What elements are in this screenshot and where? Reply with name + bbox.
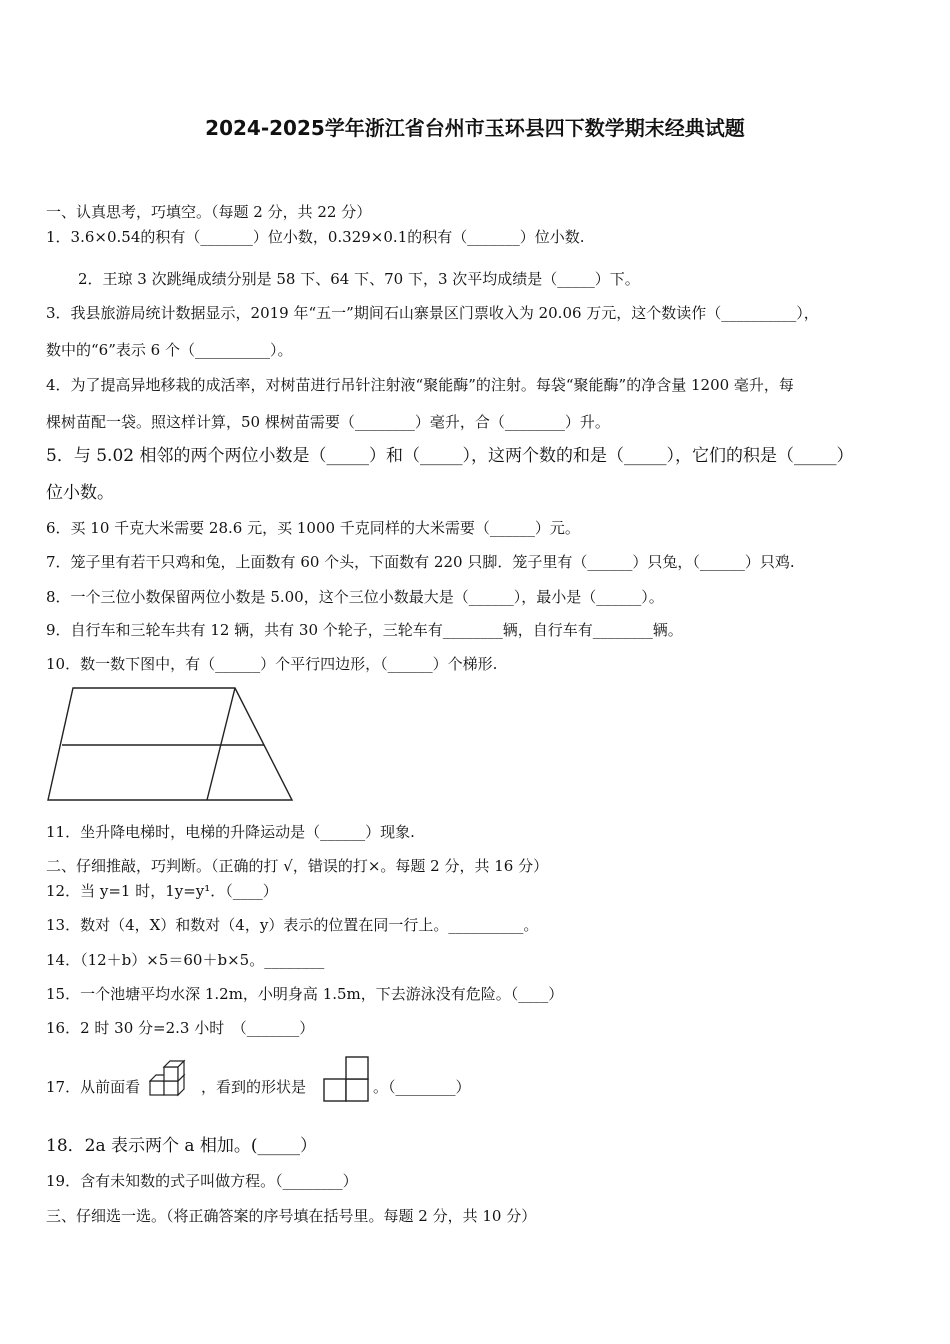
question-15: 15．一个池塘平均水深 1.2m，小明身高 1.5m，下去游泳没有危险。（____） — [46, 985, 564, 1003]
question-16: 16．2 时 30 分=2.3 小时 （_______） — [46, 1019, 315, 1037]
question-5-line-2: 位小数。 — [46, 483, 114, 503]
question-6: 6．买 10 千克大米需要 28.6 元，买 1000 千克同样的大米需要（______）元。 — [46, 519, 580, 537]
question-12: 12．当 y=1 时，1y=y¹．（____） — [46, 882, 278, 900]
section-1-heading: 一、认真思考，巧填空。（每题 2 分，共 22 分） — [46, 203, 372, 221]
question-19: 19．含有未知数的式子叫做方程。（________） — [46, 1172, 358, 1190]
question-14: 14．（12＋b）×5＝60＋b×5。________ — [46, 951, 325, 969]
question-18: 18．2a 表示两个 a 相加。(_____） — [46, 1136, 318, 1156]
slanted-line — [207, 688, 235, 800]
section-3-heading: 三、仔细选一选。（将正确答案的序号填在括号里。每题 2 分，共 10 分） — [46, 1207, 537, 1225]
trapezoid-figure — [44, 684, 300, 806]
question-5-line-1: 5．与 5.02 相邻的两个两位小数是（_____）和（_____），这两个数的和是（_____），它们的积是（_____） — [46, 446, 854, 466]
question-2: 2．王琼 3 次跳绳成绩分别是 58 下、64 下、70 下，3 次平均成绩是（_____）下。 — [78, 270, 640, 288]
question-9: 9．自行车和三轮车共有 12 辆，共有 30 个轮子，三轮车有________辆，自行车有________辆。 — [46, 621, 683, 639]
question-7: 7．笼子里有若干只鸡和兔，上面数有 60 个头，下面数有 220 只脚．笼子里有（______）只兔，（______）只鸡. — [46, 553, 795, 571]
question-17-suffix: 。（________） — [373, 1078, 471, 1096]
question-3-line-1: 3．我县旅游局统计数据显示，2019 年“五一”期间石山寨景区门票收入为 20.06 万元，这个数读作（__________）， — [46, 304, 819, 322]
question-8: 8．一个三位小数保留两位小数是 5.00，这个三位小数最大是（______），最小是（______）。 — [46, 588, 664, 606]
question-4-line-2: 棵树苗配一袋。照这样计算，50 棵树苗需要（________）毫升，合（________）升。 — [46, 413, 610, 431]
question-13: 13．数对（4，X）和数对（4，y）表示的位置在同一行上。__________。 — [46, 916, 539, 934]
question-17-middle: ，看到的形状是 — [201, 1078, 307, 1096]
front-view-shape — [322, 1055, 372, 1103]
trapezoid-outline — [48, 688, 292, 800]
question-11: 11．坐升降电梯时，电梯的升降运动是（______）现象. — [46, 823, 415, 841]
question-1: 1．3.6×0.54的积有（_______）位小数，0.329×0.1的积有（_______）位小数. — [46, 228, 585, 246]
stacked-cubes-icon — [149, 1055, 191, 1103]
question-17-prefix: 17．从前面看 — [46, 1078, 141, 1096]
section-2-heading: 二、仔细推敲，巧判断。（正确的打 √，错误的打×。每题 2 分，共 16 分） — [46, 857, 549, 875]
question-3-line-2: 数中的“6”表示 6 个（__________）。 — [46, 341, 293, 359]
page-title: 2024-2025学年浙江省台州市玉环县四下数学期末经典试题 — [205, 116, 745, 140]
question-4-line-1: 4．为了提高异地移栽的成活率，对树苗进行吊针注射液“聚能酶”的注射。每袋“聚能酶”的净含量 1200 毫升，每 — [46, 376, 794, 394]
question-10: 10．数一数下图中，有（______）个平行四边形，（______）个梯形. — [46, 655, 498, 673]
